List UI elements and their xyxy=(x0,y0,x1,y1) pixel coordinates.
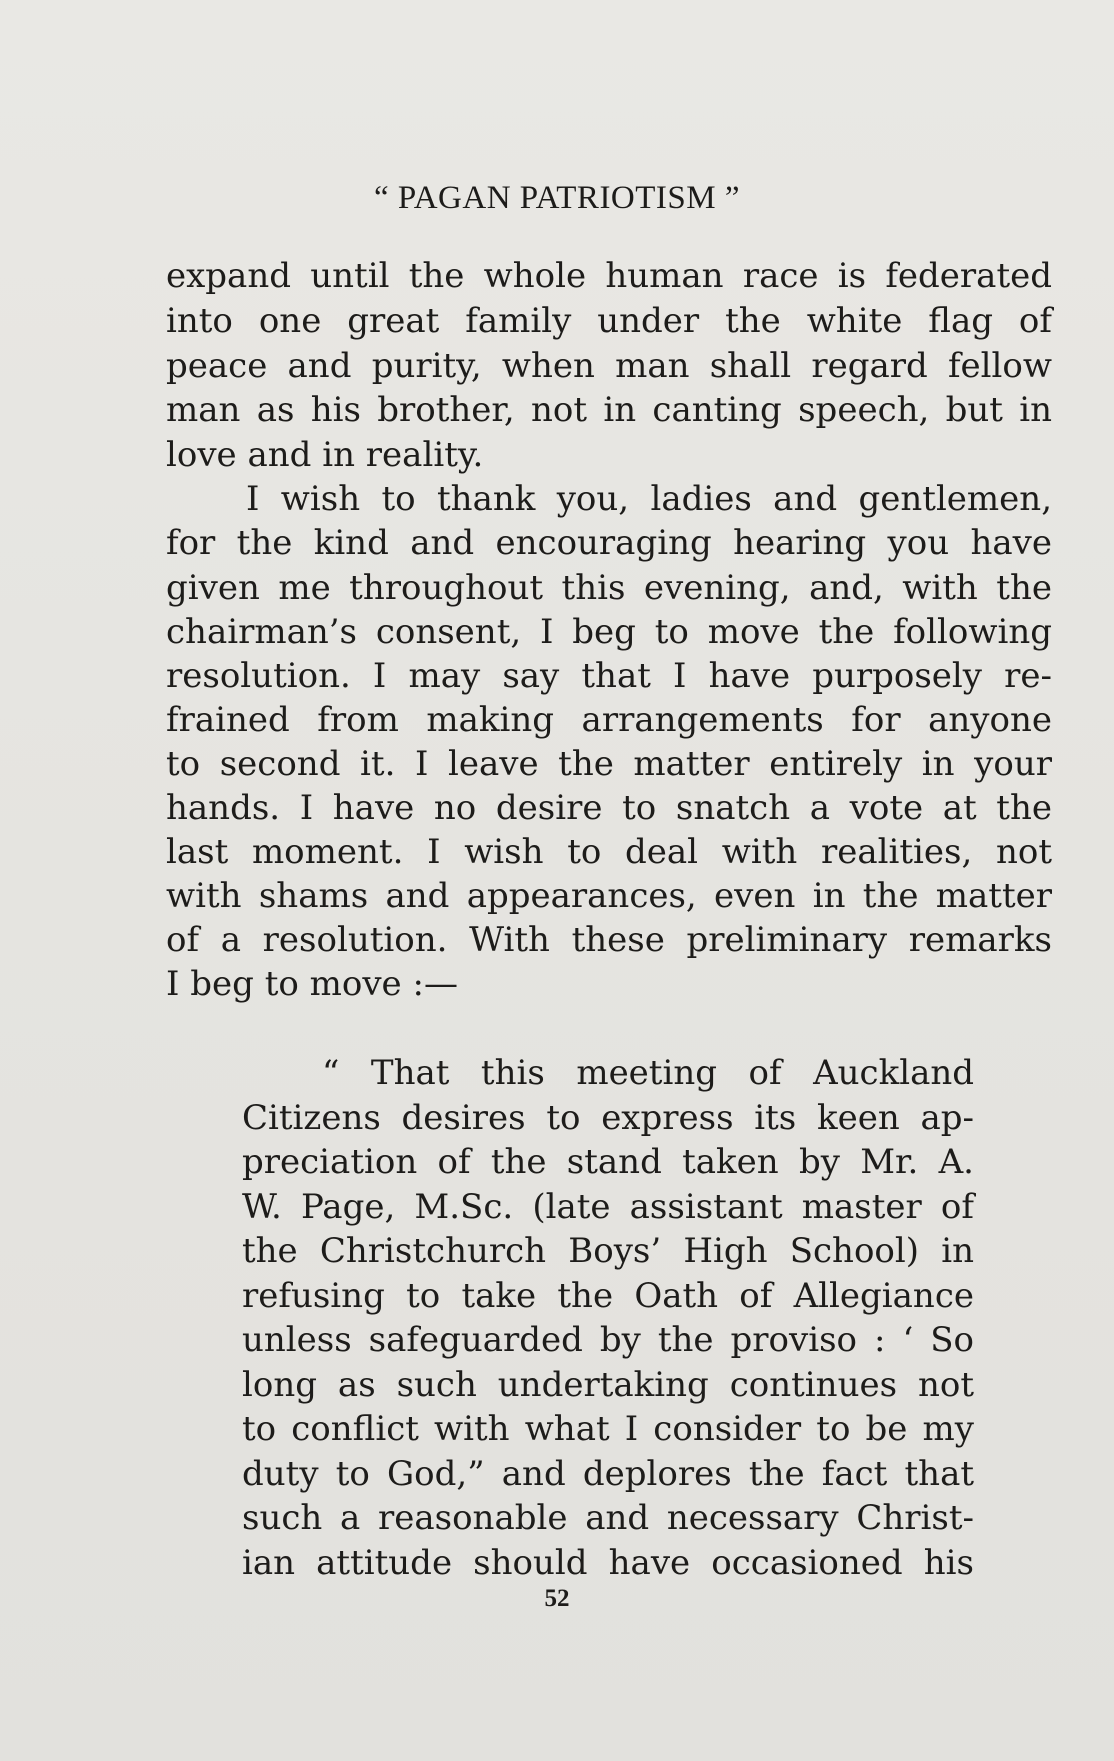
quote-line: refusing to take the Oath of Allegiance xyxy=(242,1276,974,1316)
text-line: for the kind and encouraging hearing you have xyxy=(166,523,1052,563)
text-line: chairman’s consent, I beg to move the following xyxy=(166,612,1052,652)
text-line: peace and purity, when man shall regard fellow xyxy=(166,346,1052,386)
text-line: I wish to thank you, ladies and gentlemen, xyxy=(246,479,1052,519)
quote-line: to conflict with what I consider to be my xyxy=(242,1409,974,1449)
text-line: with shams and appearances, even in the matter xyxy=(166,876,1052,916)
quote-line: Citizens desires to express its keen ap- xyxy=(242,1098,974,1138)
text-line: love and in reality. xyxy=(166,435,484,475)
quote-line: such a reasonable and necessary Christ- xyxy=(242,1498,974,1538)
text-line: of a resolution. With these preliminary remarks xyxy=(166,920,1052,960)
text-line: hands. I have no desire to snatch a vote at the xyxy=(166,788,1052,828)
text-line: expand until the whole human race is federated xyxy=(166,256,1052,296)
text-line: I beg to move :— xyxy=(166,964,458,1004)
text-line: resolution. I may say that I have purposely re- xyxy=(166,656,1052,696)
quote-line: duty to God,” and deplores the fact that xyxy=(242,1454,974,1494)
quote-line: ian attitude should have occasioned his xyxy=(242,1543,974,1583)
text-line: given me throughout this evening, and, with the xyxy=(166,568,1052,608)
quote-line: “ That this meeting of Auckland xyxy=(322,1053,974,1093)
text-line: man as his brother, not in canting speech, but in xyxy=(166,390,1052,430)
text-line: into one great family under the white flag of xyxy=(166,301,1052,341)
text-line: last moment. I wish to deal with realities, not xyxy=(166,832,1052,872)
page-number: 52 xyxy=(544,1585,570,1612)
quote-line: W. Page, M.Sc. (late assistant master of xyxy=(242,1187,974,1227)
quote-line: preciation of the stand taken by Mr. A. xyxy=(242,1142,974,1182)
quote-line: the Christchurch Boys’ High School) in xyxy=(242,1231,974,1271)
quote-line: long as such undertaking continues not xyxy=(242,1365,974,1405)
text-line: frained from making arrangements for anyone xyxy=(166,700,1052,740)
running-head: “ PAGAN PATRIOTISM ” xyxy=(373,180,741,216)
text-line: to second it. I leave the matter entirely in your xyxy=(166,744,1052,784)
quote-line: unless safeguarded by the proviso : ‘ So xyxy=(242,1320,974,1360)
